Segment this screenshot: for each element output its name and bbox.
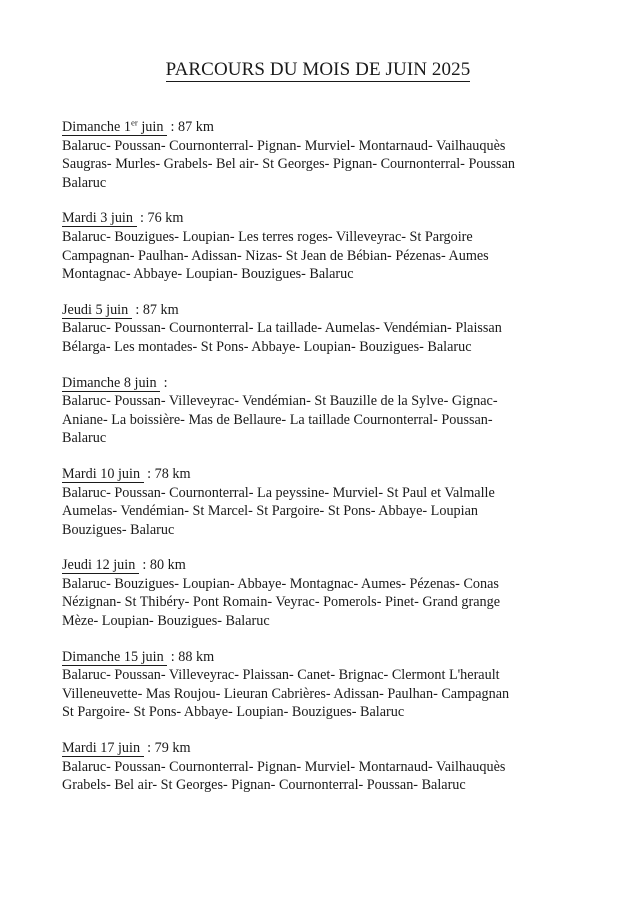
ride-date [62,210,137,227]
ride-heading-separator: : [166,119,179,135]
ride-date-ordinal-suffix: er [130,117,138,128]
ride-date-suffix: juin [137,119,167,135]
ride-route [62,575,578,631]
ride-date-suffix: juin [114,740,144,757]
ride-route-line: St Pargoire- St Pons- Abbaye- Loupian- Bouzigues- Balaruc [62,704,405,721]
ride-entry [62,739,578,795]
ride-heading [62,118,578,137]
ride-heading [62,648,578,667]
ride-distance: 79 km [154,740,191,757]
ride-date-prefix: Jeudi 5 [62,301,103,318]
page-title [0,58,636,82]
ride-route-line: Aumelas- Vendémian- St Marcel- St Pargoire- St Pons- Abbaye- Loupian [62,503,478,520]
ride-heading-separator: : [143,740,155,757]
ride-heading-separator: : [143,465,155,482]
ride-route-line: Balaruc- Poussan- Cournonterral- La peyssine- Murviel- St Paul et Valmalle [62,484,495,501]
ride-distance: 88 km [178,648,215,665]
ride-entry [62,556,578,630]
ride-route-line: Aniane- La boissière- Mas de Bellaure- La taillade Cournonterral- Poussan- [62,411,493,428]
ride-date-suffix: juin [130,374,161,391]
ride-route-line: Mèze- Loupian- Bouzigues- Balaruc [62,613,270,630]
ride-route [62,137,578,193]
ride-date-prefix: Mardi 3 [62,210,108,227]
ride-route-line: Saugras- Murles- Grabels- Bel air- St Georges- Pignan- Cournonterral- Poussan [62,156,515,173]
ride-route-line: Balaruc- Poussan- Cournonterral- La taillade- Aumelas- Vendémian- Plaissan [62,320,502,337]
ride-heading-separator: : [138,557,150,574]
ride-entry [62,465,578,539]
ride-route [62,228,578,284]
ride-route-line: Balaruc [62,430,107,447]
rides-list [62,118,578,812]
ride-route-line: Balaruc [62,174,107,191]
ride-route-line: Bouzigues- Balaruc [62,521,175,538]
ride-date-suffix: juin [109,557,139,574]
ride-route [62,319,578,356]
ride-entry [62,301,578,357]
ride-route-line: Balaruc- Poussan- Villeveyrac- Plaissan- Canet- Brignac- Clermont L'herault [62,667,500,684]
ride-date [62,466,144,483]
ride-date [62,740,144,757]
ride-heading [62,556,578,575]
ride-route-line: Balaruc- Poussan- Villeveyrac- Vendémian- St Bauzille de la Sylve- Gignac- [62,393,498,410]
ride-entry [62,209,578,283]
ride-date-prefix: Dimanche 8 [62,374,131,391]
page-title-text: PARCOURS DU MOIS DE JUIN 2025 [165,59,471,80]
ride-distance: 87 km [178,119,214,135]
ride-date [62,302,132,319]
ride-date-suffix: juin [107,210,137,227]
ride-entry [62,118,578,192]
ride-date-suffix: juin [138,648,168,665]
ride-route-line: Campagnan- Paulhan- Adissan- Nizas- St Jean de Bébian- Pézenas- Aumes [62,247,489,264]
ride-distance: 78 km [154,465,191,482]
ride-route-line: Balaruc- Bouzigues- Loupian- Abbaye- Montagnac- Aumes- Pézenas- Conas [62,575,499,592]
ride-date-prefix: Dimanche 1 [62,119,131,135]
ride-route [62,484,578,540]
ride-route-line: Grabels- Bel air- St Georges- Pignan- Cournonterral- Poussan- Balaruc [62,777,466,794]
ride-heading [62,301,578,320]
ride-route-line: Montagnac- Abbaye- Loupian- Bouzigues- Balaruc [62,266,354,283]
ride-route [62,666,578,722]
ride-date-prefix: Mardi 10 [62,465,115,482]
ride-route [62,758,578,795]
ride-heading [62,465,578,484]
ride-heading-separator: : [131,301,143,318]
ride-route-line: Villeneuvette- Mas Roujou- Lieuran Cabrières- Adissan- Paulhan- Campagnan [62,685,510,702]
ride-date [62,119,167,136]
ride-date [62,375,160,392]
ride-route-line: Bélarga- Les montades- St Pons- Abbaye- Loupian- Bouzigues- Balaruc [62,338,472,355]
ride-route-line: Balaruc- Poussan- Cournonterral- Pignan- Murviel- Montarnaud- Vailhauquès [62,758,506,775]
ride-date-suffix: juin [114,465,144,482]
ride-date [62,649,167,666]
ride-date-prefix: Mardi 17 [62,740,115,757]
ride-entry [62,648,578,722]
ride-route-line: Balaruc- Poussan- Cournonterral- Pignan- Murviel- Montarnaud- Vailhauquès [62,137,506,154]
ride-heading [62,209,578,228]
ride-route-line: Balaruc- Bouzigues- Loupian- Les terres roges- Villeveyrac- St Pargoire [62,228,473,245]
ride-heading-separator: : [167,648,179,665]
ride-heading [62,739,578,758]
ride-route [62,392,578,448]
ride-route-line: Nézignan- St Thibéry- Pont Romain- Veyrac- Pomerols- Pinet- Grand grange [62,594,501,611]
ride-heading-separator: : [136,210,148,227]
ride-entry [62,374,578,448]
ride-distance: 87 km [142,301,179,318]
ride-date-suffix: juin [102,301,132,318]
ride-date [62,557,139,574]
ride-distance: 76 km [147,210,184,227]
ride-heading [62,374,578,393]
ride-heading-separator: : [160,374,172,391]
ride-date-prefix: Dimanche 15 [62,648,139,665]
ride-distance: 80 km [149,557,186,574]
ride-date-prefix: Jeudi 12 [62,557,110,574]
